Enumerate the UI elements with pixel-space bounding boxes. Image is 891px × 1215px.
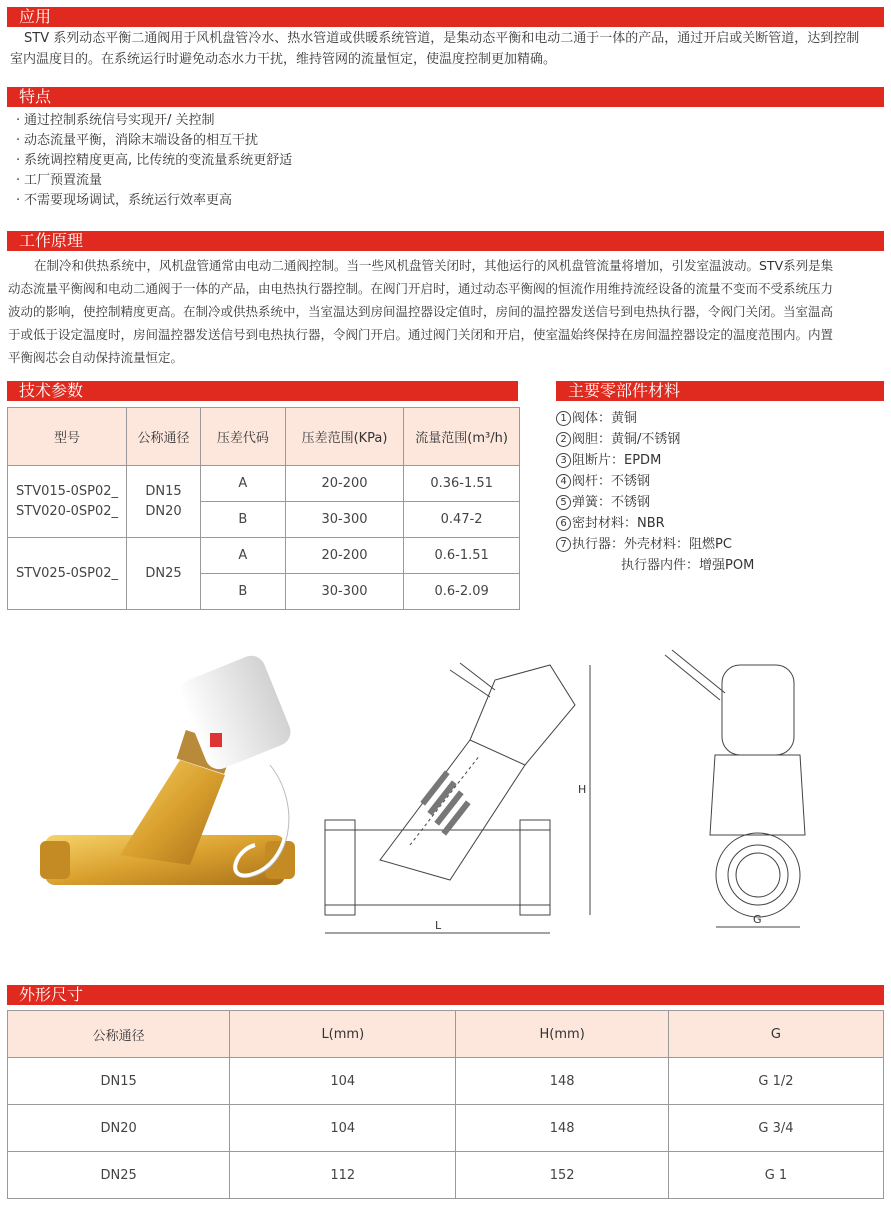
dim-label-g: G: [753, 913, 762, 926]
feature-text: 系统调控精度更高, 比传统的变流量系统更舒适: [24, 153, 293, 168]
material-text: 执行器：外壳材料：阻燃PC: [572, 537, 732, 552]
tech-header: 公称通径: [127, 408, 201, 466]
drawing-port-left: [325, 820, 355, 915]
model-text: STV020-0SP02_: [16, 503, 119, 519]
dim-header: H(mm): [456, 1011, 668, 1058]
drawing-port-right: [520, 820, 550, 915]
material-extra: 执行器内件：增强POM: [621, 558, 755, 573]
dim-cell: 152: [456, 1152, 668, 1199]
flow-cell: 0.36-1.51: [404, 466, 520, 502]
feature-text: 通过控制系统信号实现开/ 关控制: [24, 113, 215, 128]
number-circle: 4: [556, 474, 571, 489]
dim-cell: 104: [230, 1105, 456, 1152]
flow-cell: 0.6-1.51: [404, 538, 520, 574]
feature-text: 工厂预置流量: [24, 173, 103, 188]
dim-cell: 148: [456, 1058, 668, 1105]
material-text: 阻断片：EPDM: [572, 453, 662, 468]
section-title-dimensions: 外形尺寸: [19, 985, 84, 1004]
feature-item: · 不需要现场调试，系统运行效率更高: [16, 193, 233, 208]
dim-label-l: L: [435, 919, 442, 932]
tech-model-cell: STV025-0SP02_: [8, 538, 127, 610]
material-item: [556, 534, 732, 555]
tech-dn-cell: DN25: [127, 538, 201, 610]
dim-header: G: [668, 1011, 883, 1058]
section-drawing: [320, 645, 605, 945]
tech-model-cell: [8, 466, 127, 538]
code-cell: A: [200, 466, 285, 502]
flow-cell: 0.47-2: [404, 502, 520, 538]
dim-cell: G 1: [668, 1152, 883, 1199]
dim-cell: 112: [230, 1152, 456, 1199]
number-circle: 3: [556, 453, 571, 468]
code-cell: B: [200, 574, 285, 610]
material-item: [556, 492, 650, 513]
dp-cell: 20-200: [285, 538, 403, 574]
number-circle: 2: [556, 432, 571, 447]
side-port-outer: [716, 833, 800, 917]
dim-cell: 104: [230, 1058, 456, 1105]
number-circle: 5: [556, 495, 571, 510]
application-line: 室内温度目的。在系统运行时避免动态水力干扰，维持管网的流量恒定，使温度控制更加精确。: [10, 52, 557, 67]
section-bar-application: [7, 7, 884, 27]
feature-item: · 工厂预置流量: [16, 173, 103, 188]
tech-header: 型号: [8, 408, 127, 466]
drawing-wire: [460, 663, 495, 690]
section-title-features: 特点: [19, 87, 52, 106]
material-item: [556, 408, 637, 429]
actuator-indicator: [210, 733, 222, 747]
valve-photo: [40, 655, 320, 905]
side-port-bore: [736, 853, 780, 897]
model-text: STV015-0SP02_: [16, 483, 119, 499]
dim-header: 公称通径: [8, 1011, 230, 1058]
side-actuator: [722, 665, 794, 755]
valve-port-left: [40, 841, 70, 879]
drawing-actuator: [470, 665, 575, 765]
material-text: 弹簧：不锈钢: [572, 495, 651, 510]
dp-cell: 30-300: [285, 574, 403, 610]
dim-cell: 148: [456, 1105, 668, 1152]
principle-line: 动态流量平衡阀和电动二通阀于一体的产品，由电热执行器控制。在阀门开启时，通过动态平衡阀的恒流作用维持流经设备的流量不变而不受系统压力: [8, 281, 834, 296]
feature-text: 不需要现场调试，系统运行效率更高: [24, 193, 233, 208]
dim-cell: DN20: [8, 1105, 230, 1152]
drawing-wire: [450, 670, 490, 697]
dim-header: L(mm): [230, 1011, 456, 1058]
dim-cell: DN15: [8, 1058, 230, 1105]
material-item: [556, 471, 650, 492]
section-bar-principle: [7, 231, 884, 251]
dn-text: DN20: [145, 503, 182, 519]
feature-text: 动态流量平衡，消除末端设备的相互干扰: [24, 133, 259, 148]
material-item: [556, 513, 665, 534]
dimensions-table: [7, 1010, 884, 1199]
application-text: [10, 28, 888, 70]
material-text: 阀体：黄铜: [572, 411, 638, 426]
section-title-tech: 技术参数: [19, 381, 84, 400]
side-drawing: [660, 645, 820, 945]
section-title-principle: 工作原理: [19, 231, 84, 250]
flow-cell: 0.6-2.09: [404, 574, 520, 610]
principle-line: 于或低于设定温度时，房间温控器发送信号到电热执行器，令阀门开启。通过阀门关闭和开启，使室温始终保持在房间温控器设定的温度范围内。内置: [8, 327, 834, 342]
code-cell: A: [200, 538, 285, 574]
section-bar-features: [7, 87, 884, 107]
number-circle: 1: [556, 411, 571, 426]
dim-cell: G 1/2: [668, 1058, 883, 1105]
principle-text: [8, 254, 888, 369]
feature-item: · 动态流量平衡，消除末端设备的相互干扰: [16, 133, 259, 148]
tech-dn-cell: [127, 466, 201, 538]
dim-cell: G 3/4: [668, 1105, 883, 1152]
principle-line: 平衡阀芯会自动保持流量恒定。: [8, 350, 184, 365]
dim-cell: DN25: [8, 1152, 230, 1199]
tech-header: 压差代码: [200, 408, 285, 466]
section-bar-dimensions: [7, 985, 884, 1005]
principle-line: 在制冷和供热系统中，风机盘管通常由电动二通阀控制。当一些风机盘管关闭时，其他运行的风机盘管流量将增加，引发室温波动。STV系列是集: [34, 258, 834, 273]
tech-header: 压差范围(KPa): [285, 408, 403, 466]
side-wire: [665, 655, 720, 700]
drawing-body: [325, 830, 550, 905]
section-title-application: 应用: [19, 7, 52, 26]
material-item: [556, 429, 680, 450]
side-wire: [672, 650, 725, 693]
tech-header: 流量范围(m³/h): [404, 408, 520, 466]
drawing-bonnet: [380, 740, 525, 880]
dp-cell: 20-200: [285, 466, 403, 502]
material-text: 阀杆：不锈钢: [572, 474, 651, 489]
principle-line: 波动的影响，使控制精度更高。在制冷或供热系统中，当室温达到房间温控器设定值时，房间的温控器发送信号到电热执行器，令阀门关闭。当室温高: [8, 304, 834, 319]
material-text: 阀胆：黄铜/不锈钢: [572, 432, 681, 447]
side-body: [710, 755, 805, 835]
section-title-materials: 主要零部件材料: [568, 381, 681, 400]
feature-item: · 系统调控精度更高, 比传统的变流量系统更舒适: [16, 153, 293, 168]
code-cell: B: [200, 502, 285, 538]
application-line: STV 系列动态平衡二通阀用于风机盘管冷水、热水管道或供暖系统管道，是集动态平衡和电动二通于一体的产品，通过开启或关断管道，达到控制: [24, 31, 860, 46]
dp-cell: 30-300: [285, 502, 403, 538]
feature-item: · 通过控制系统信号实现开/ 关控制: [16, 113, 215, 128]
material-text: 密封材料：NBR: [572, 516, 665, 531]
section-bar-tech: [7, 381, 518, 401]
material-item: [556, 450, 661, 471]
tech-table: [7, 407, 520, 610]
dn-text: DN15: [145, 483, 182, 499]
side-port-inner: [728, 845, 788, 905]
number-circle: 7: [556, 537, 571, 552]
number-circle: 6: [556, 516, 571, 531]
dim-label-h: H: [578, 783, 587, 796]
section-bar-materials: [556, 381, 884, 401]
